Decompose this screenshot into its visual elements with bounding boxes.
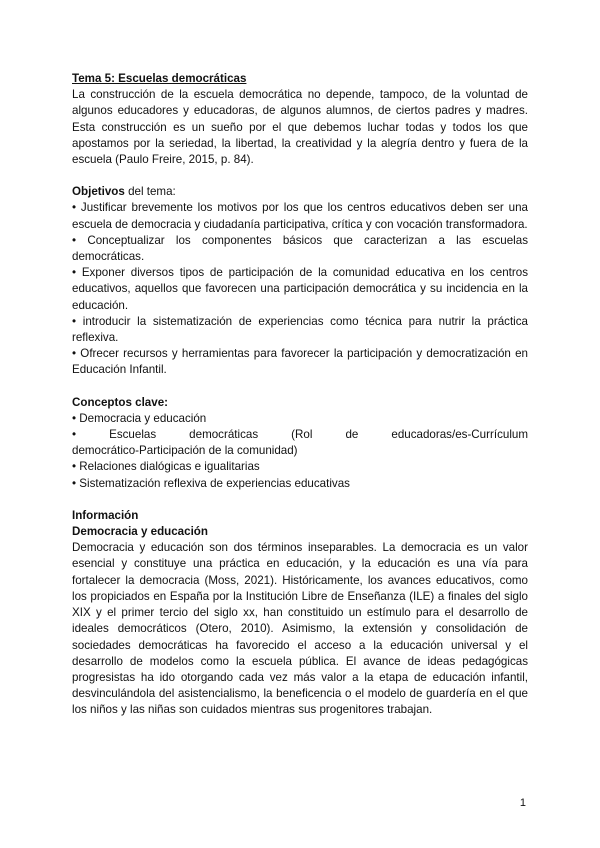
page-number: 1 — [519, 797, 526, 809]
objetivo-item: • Exponer diversos tipos de participación de la comunidad educativa en los centros educativos, aquellos que favorecen una participación democrática y su incidencia en la educación. — [72, 266, 528, 312]
concepto-word: (Rol — [291, 428, 313, 442]
concepto-word: educadoras/es-Currículum — [391, 428, 528, 442]
informacion-subheading: Democracia y educación — [72, 525, 208, 539]
concepto-item: • Relaciones dialógicas e igualitarias — [72, 460, 260, 474]
page-title: Tema 5: Escuelas democráticas — [72, 72, 247, 85]
spacer — [72, 492, 528, 508]
intro-quote: La construcción de la escuela democrática no depende, tampoco, de la voluntad de algunos educadores y educadoras, de algunos alumnos, de ciertos padres y madres. Esta construcción es un sueño por el que debemos luchar todas y todos los que apostamos por la seriedad, la libertad, la creatividad y la alegría dentro y fuera de la escuela (Paulo Freire, 2015, p. 84). — [72, 88, 528, 167]
document-page — [72, 71, 528, 719]
objetivo-item: • introducir la sistematización de experiencias como técnica para nutrir la práctica reflexiva. — [72, 314, 528, 345]
spacer — [72, 379, 528, 395]
concepto-item-continuation: democrático-Participación de la comunidad) — [72, 444, 298, 458]
informacion-heading: Información — [72, 508, 139, 522]
objetivos-suffix: del tema: — [124, 185, 176, 199]
concepto-word: Escuelas — [109, 428, 157, 442]
concepto-item: • Democracia y educación — [72, 411, 207, 425]
objetivo-item: • Ofrecer recursos y herramientas para favorecer la participación y democratización en Educación Infantil. — [72, 347, 528, 377]
informacion-body: Democracia y educación son dos términos inseparables. La democracia es un valor esencial y constituye una práctica en educación, y la educación es una vía para fortalecer la democracia (Moss, 2021). Históricamente, los avances educativos, como los propiciados en España por la Institución Libre de Enseñanza (ILE) a finales del siglo XIX y el primer tercio del siglo xx, han constituido un estímulo para el desarrollo de ideales democráticos (Otero, 2010). Asimismo, la extensión y consolidación de sociedades democráticas ha favorecido el acceso a la educación universal y el desarrollo de modelos como la escuela pública. El avance de ideas pedagógicas progresistas ha ido otorgando cada vez más valor a la etapa de educación infantil, desvinculándola del asistencialismo, la beneficencia o el modelo de guardería en el que los niños y las niñas son cuidados mientras sus progenitores trabajan. — [72, 541, 528, 717]
concepto-word: de — [345, 428, 359, 442]
concepto-item: • Sistematización reflexiva de experiencias educativas — [72, 476, 350, 490]
spacer — [72, 168, 528, 184]
objetivo-item: • Conceptualizar los componentes básicos que caracterizan a las escuelas democráticas. — [72, 233, 528, 264]
concepto-word: • — [72, 428, 77, 442]
objetivos-heading — [72, 184, 528, 200]
objetivos-label: Objetivos — [72, 185, 125, 199]
concepto-item-spread — [72, 427, 528, 443]
concepto-word: democráticas — [189, 428, 259, 442]
conceptos-heading: Conceptos clave: — [72, 395, 168, 409]
objetivo-item: • Justificar brevemente los motivos por los que los centros educativos deben ser una escuela de democracia y ciudadanía participativa, crítica y con vocación transformadora. — [72, 201, 528, 231]
